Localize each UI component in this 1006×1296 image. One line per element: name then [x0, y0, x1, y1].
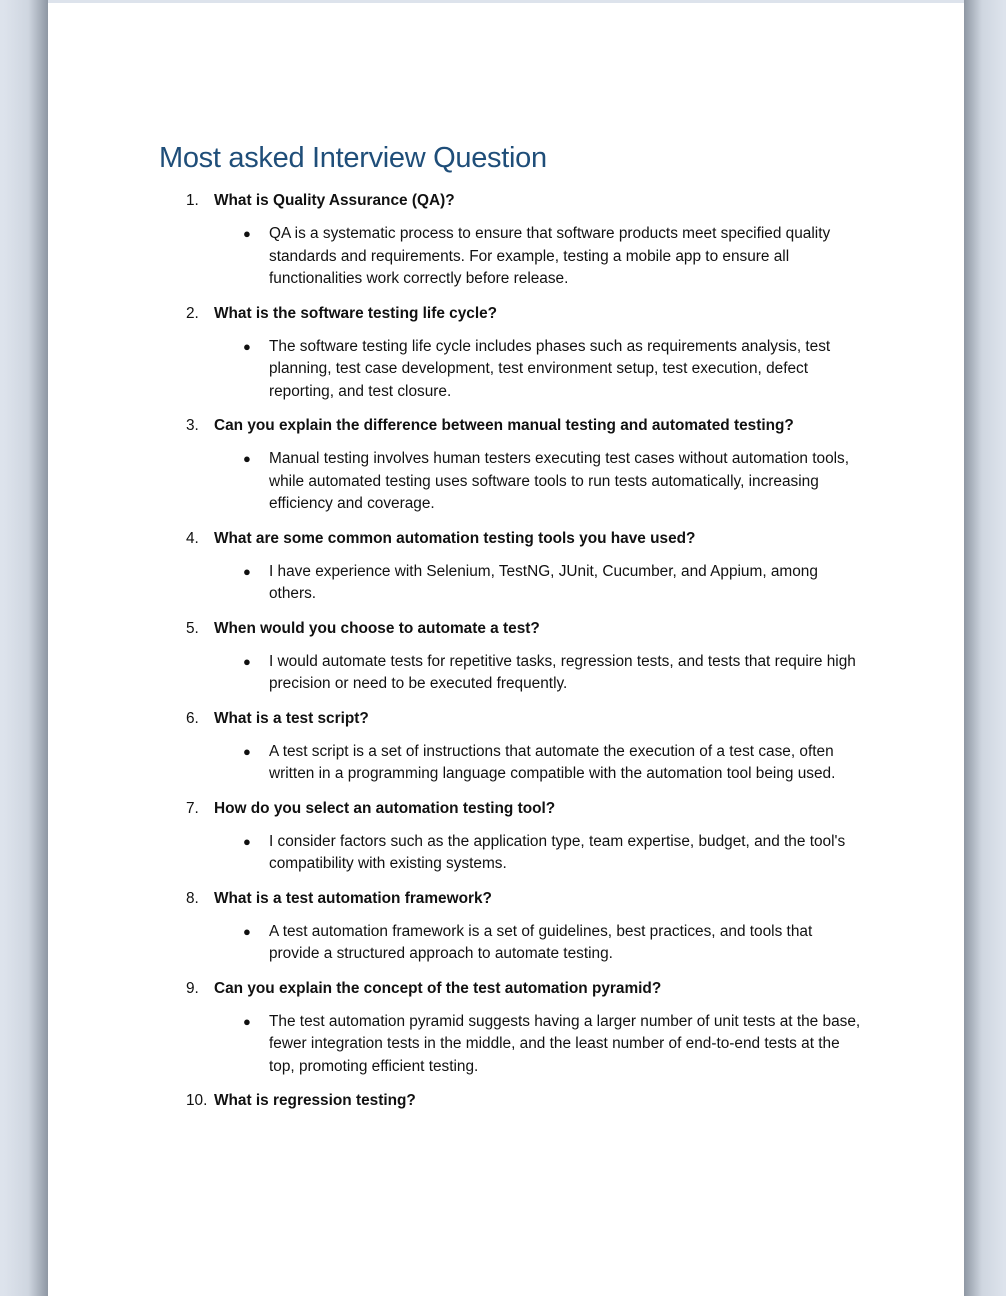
question-text: Can you explain the concept of the test automation pyramid?	[214, 979, 662, 997]
question-number: 2.	[186, 304, 199, 322]
answer-row	[186, 1011, 866, 1079]
answer-row	[186, 336, 866, 404]
question-row	[186, 797, 866, 820]
question-number: 7.	[186, 799, 199, 817]
answer-text: The software testing life cycle includes phases such as requirements analysis, test planning, test case development, test environment setup, test execution, defect reporting, and test closure.	[269, 337, 831, 400]
question-row	[186, 977, 866, 1000]
question-row	[186, 302, 866, 325]
question-text: When would you choose to automate a test?	[214, 619, 540, 637]
list-item	[186, 1089, 866, 1112]
bullet-icon: ●	[243, 743, 251, 759]
question-row	[186, 189, 866, 212]
question-number: 8.	[186, 889, 199, 907]
list-item	[186, 977, 866, 1079]
question-text: Can you explain the difference between manual testing and automated testing?	[214, 417, 794, 434]
bullet-icon: ●	[243, 563, 251, 579]
bullet-icon: ●	[243, 451, 251, 466]
answer-text: The test automation pyramid suggests having a larger number of unit tests at the base, fewer integration tests in the middle, and the least number of end-to-end tests at the top, promoting efficient testing.	[269, 1012, 861, 1075]
bullet-icon: ●	[243, 923, 251, 939]
bullet-icon: ●	[243, 1013, 251, 1029]
question-number: 10.	[186, 1092, 208, 1109]
answer-text: QA is a systematic process to ensure that software products meet specified quality standards and requirements. For example, testing a mobile app to ensure all functionalities work correctly before release.	[269, 225, 831, 287]
answer-text: I would automate tests for repetitive tasks, regression tests, and tests that require high precision or need to be executed frequently.	[269, 652, 856, 692]
list-item	[186, 707, 866, 786]
question-row	[186, 887, 866, 910]
question-row	[186, 707, 866, 730]
question-text: What is a test script?	[214, 709, 369, 727]
question-number: 1.	[186, 192, 199, 209]
question-row	[186, 414, 866, 437]
question-list	[186, 189, 866, 1112]
answer-text: A test automation framework is a set of guidelines, best practices, and tools that provide a structured approach to automate testing.	[269, 922, 813, 962]
question-number: 5.	[186, 619, 199, 637]
answer-row	[186, 448, 866, 516]
question-number: 4.	[186, 529, 199, 547]
question-number: 9.	[186, 979, 199, 997]
question-row	[186, 1089, 866, 1112]
question-number: 3.	[186, 417, 199, 434]
question-text: How do you select an automation testing tool?	[214, 799, 556, 817]
answer-text: A test script is a set of instructions that automate the execution of a test case, often written in a programming language compatible with the automation tool being used.	[269, 742, 836, 782]
answer-text: I have experience with Selenium, TestNG, JUnit, Cucumber, and Appium, among others.	[269, 562, 818, 602]
answer-row	[186, 561, 866, 606]
answer-row	[186, 223, 866, 291]
question-text: What is regression testing?	[214, 1092, 416, 1109]
bullet-icon: ●	[243, 338, 251, 354]
page-shadow-left	[4, 0, 48, 1296]
answer-text: Manual testing involves human testers executing test cases without automation tools, while automated testing uses software tools to run tests automatically, increasing efficiency and coverage.	[269, 450, 850, 512]
question-number: 6.	[186, 709, 199, 727]
question-text: What is the software testing life cycle?	[214, 304, 498, 322]
list-item	[186, 887, 866, 966]
list-item	[186, 414, 866, 516]
bullet-icon: ●	[243, 226, 251, 241]
document-title: Most asked Interview Question	[159, 142, 547, 174]
list-item	[186, 189, 866, 291]
answer-row	[186, 831, 866, 876]
answer-row	[186, 651, 866, 696]
bullet-icon: ●	[243, 653, 251, 669]
list-item	[186, 527, 866, 606]
bullet-icon: ●	[243, 833, 251, 849]
question-row	[186, 527, 866, 550]
answer-text: I consider factors such as the application type, team expertise, budget, and the tool's compatibility with existing systems.	[269, 832, 846, 872]
page-shadow-right	[964, 0, 1004, 1296]
list-item	[186, 617, 866, 696]
question-text: What are some common automation testing tools you have used?	[214, 529, 696, 547]
question-text: What is Quality Assurance (QA)?	[214, 192, 455, 209]
question-text: What is a test automation framework?	[214, 889, 492, 907]
question-row	[186, 617, 866, 640]
answer-row	[186, 921, 866, 966]
list-item	[186, 797, 866, 876]
answer-row	[186, 741, 866, 786]
document-page	[48, 3, 964, 1296]
list-item	[186, 302, 866, 404]
